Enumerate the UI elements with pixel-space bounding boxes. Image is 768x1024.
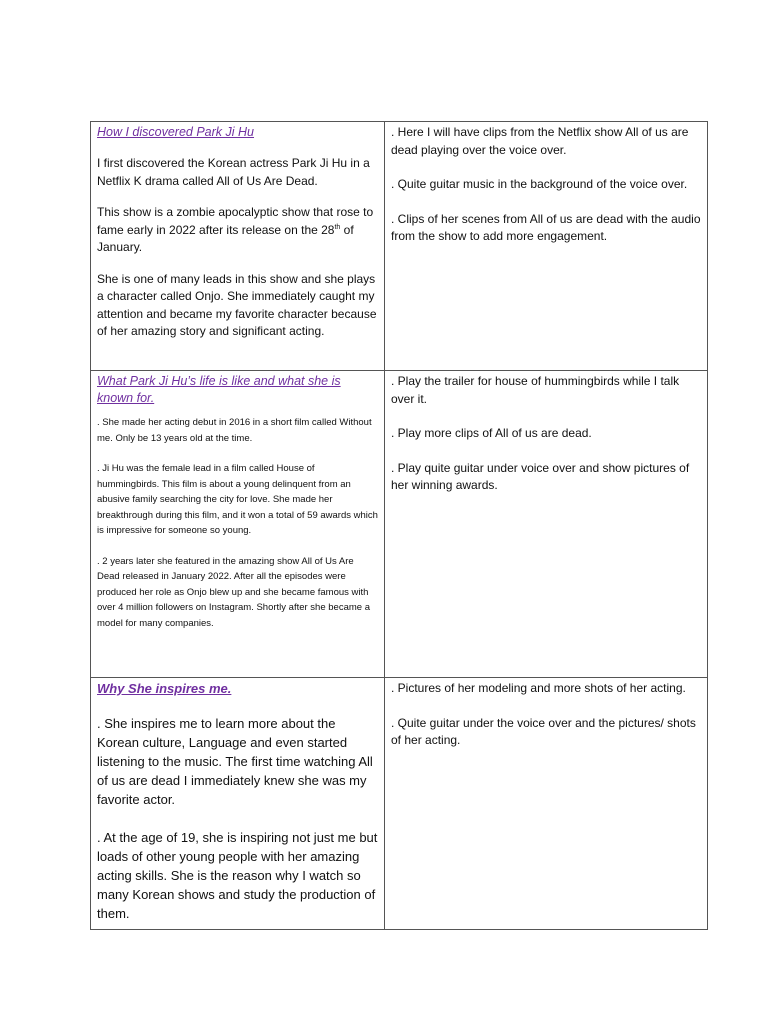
row2-right-paragraph-3: . Play quite guitar under voice over and show pictures of her winning awards.	[391, 460, 690, 492]
row2-left-paragraph-3: . 2 years later she featured in the amazing show All of Us Are Dead released in January 2022. After all the episodes were produced her role as Onjo blew up and she became famous with over 4 million followers on Instagram. Shortly after she became a model for many companies.	[97, 555, 370, 629]
row1-right-paragraph-3: . Clips of her scenes from All of us are dead with the audio from the show to add more engagement.	[391, 211, 701, 243]
table-row	[91, 678, 708, 930]
row2-right-cell	[385, 371, 708, 678]
row1-heading: How I discovered Park Ji Hu	[97, 125, 255, 139]
row2-right-paragraph-1: . Play the trailer for house of hummingbirds while I talk over it.	[391, 374, 680, 406]
row2-left-paragraph-2: . Ji Hu was the female lead in a film called House of hummingbirds. This film is about a young delinquent from an abusive family searching the city for love. She made her breakthrough during this film, and it won a total of 59 awards which is impressive for someone so young.	[97, 463, 378, 536]
row1-left-paragraph-1: I first discovered the Korean actress Park Ji Hu in a Netflix K drama called All of Us Are Dead.	[97, 156, 370, 188]
row1-left-paragraph-3: She is one of many leads in this show and she plays a character called Onjo. She immediately caught my attention and became my favorite character because of her amazing story and significant acting.	[97, 271, 377, 338]
row1-left-cell	[91, 122, 385, 371]
row1-right-paragraph-1: . Here I will have clips from the Netflix show All of us are dead playing over the voice over.	[391, 125, 689, 157]
row1-right-cell	[385, 122, 708, 371]
row3-heading: Why She inspires me.	[97, 681, 232, 696]
row2-right-paragraph-2: . Play more clips of All of us are dead.	[391, 426, 592, 440]
row1-right-paragraph-2: . Quite guitar music in the background of the voice over.	[391, 177, 688, 191]
row3-right-paragraph-1: . Pictures of her modeling and more shots of her acting.	[391, 681, 686, 695]
content-table	[90, 121, 708, 930]
table-row	[91, 122, 708, 371]
row3-right-paragraph-2: . Quite guitar under the voice over and the pictures/ shots of her acting.	[391, 715, 696, 747]
row1-left-paragraph-2: This show is a zombie apocalyptic show that rose to fame early in 2022 after its release on the 28th of January.	[97, 205, 374, 254]
table-row	[91, 371, 708, 678]
row2-left-cell	[91, 371, 385, 678]
row2-heading: What Park Ji Hu’s life is like and what she is known for.	[97, 374, 341, 405]
row3-left-paragraph-1: . She inspires me to learn more about the Korean culture, Language and even started listening to the music. The first time watching All of us are dead I immediately knew she was my favorite actor.	[97, 716, 373, 807]
row3-right-cell	[385, 678, 708, 930]
row3-left-paragraph-2: . At the age of 19, she is inspiring not just me but loads of other young people with her amazing acting skills. She is the reason why I watch so many Korean shows and study the production of them.	[97, 830, 378, 921]
row3-left-cell	[91, 678, 385, 930]
row2-left-paragraph-1: . She made her acting debut in 2016 in a short film called Without me. Only be 13 years old at the time.	[97, 417, 372, 444]
